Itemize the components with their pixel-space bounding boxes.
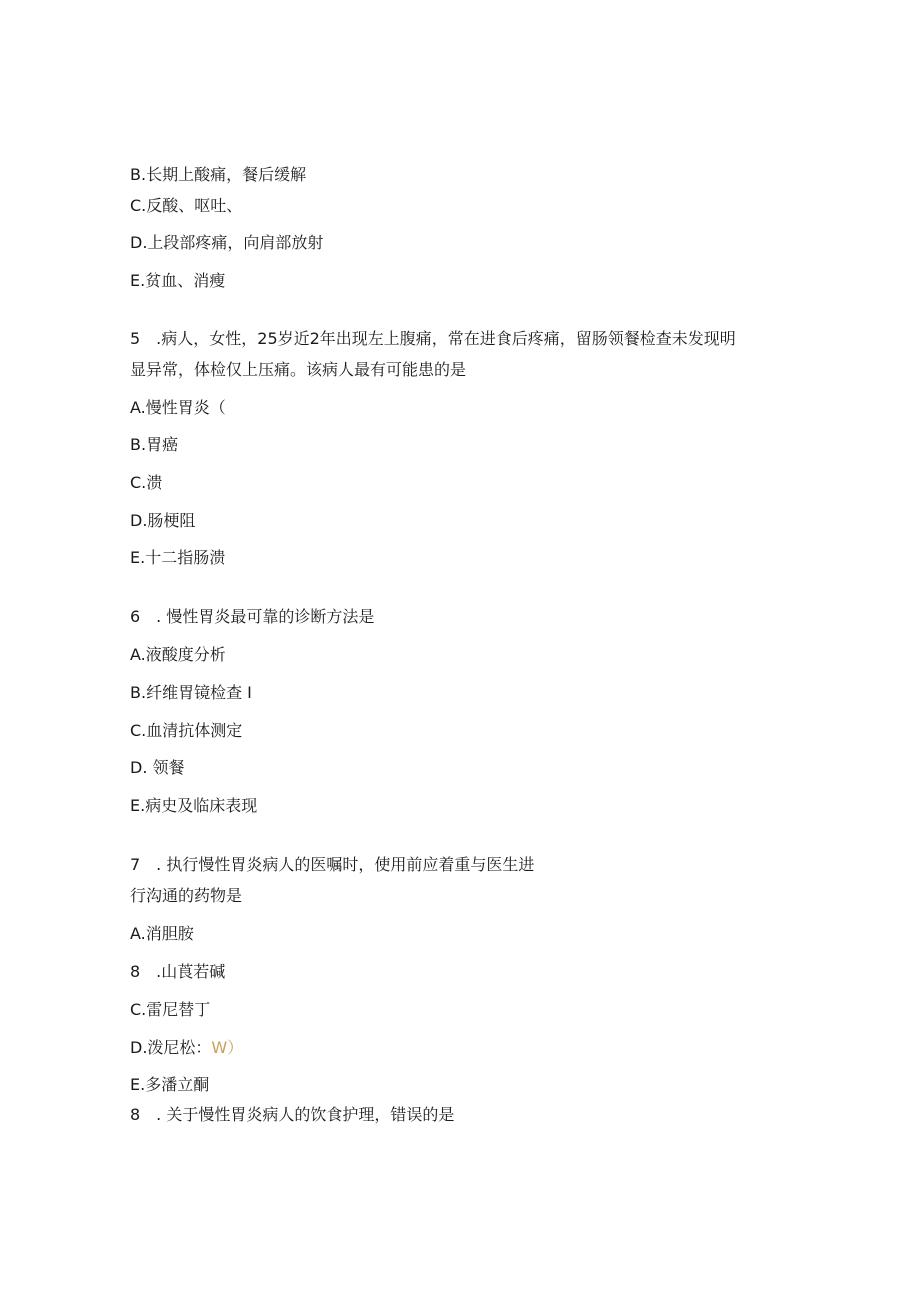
q4-option-b: B.长期上酸痛，餐后缓解 bbox=[130, 165, 307, 184]
q6-option-a: A.液酸度分析 bbox=[130, 645, 226, 664]
q7-option-d bbox=[130, 1038, 243, 1058]
q5-option-e: E.十二指肠溃 bbox=[130, 548, 226, 567]
q4-option-e: E.贫血、消瘦 bbox=[130, 271, 226, 290]
q7-option-c: C.雷尼替丁 bbox=[130, 1000, 211, 1019]
q6-option-e: E.病史及临床表现 bbox=[130, 796, 258, 815]
q7-option-e: E.多潘立酮 bbox=[130, 1075, 210, 1094]
q5-option-a: A.慢性胃炎（ bbox=[130, 398, 226, 417]
q7-stem-line1: 7 . 执行慢性胃炎病人的医嘱时，使用前应着重与医生进 bbox=[130, 855, 535, 874]
q7-option-a: A.消胆胺 bbox=[130, 924, 194, 943]
q6-option-d: D. 领餐 bbox=[130, 758, 185, 777]
q6-stem: 6 . 慢性胃炎最可靠的诊断方法是 bbox=[130, 607, 375, 626]
q5-option-d: D.肠梗阻 bbox=[130, 511, 196, 530]
q5-stem-line1: 5 .病人，女性，25岁近2年出现左上腹痛，常在进食后疼痛，留肠领餐检查未发现明 bbox=[130, 329, 736, 348]
q5-option-c: C.溃 bbox=[130, 473, 163, 492]
q6-option-b: B.纤维胃镜检查 I bbox=[130, 683, 252, 702]
q7-stem-line2: 行沟通的药物是 bbox=[130, 886, 243, 905]
q4-option-c: C.反酸、呕吐、 bbox=[130, 196, 243, 215]
q7-option-d-mark: W） bbox=[211, 1038, 244, 1057]
q6-option-c: C.血清抗体测定 bbox=[130, 721, 243, 740]
q8-stem: 8 . 关于慢性胃炎病人的饮食护理，错误的是 bbox=[130, 1105, 455, 1124]
q5-stem-line2: 显异常，体检仅上压痛。该病人最有可能患的是 bbox=[130, 360, 467, 379]
q4-option-d: D.上段部疼痛，向肩部放射 bbox=[130, 233, 324, 252]
q7-option-b: 8 .山莨若碱 bbox=[130, 962, 226, 981]
q5-option-b: B.胃癌 bbox=[130, 435, 179, 454]
q7-option-d-text: D.泼尼松： bbox=[130, 1038, 212, 1057]
